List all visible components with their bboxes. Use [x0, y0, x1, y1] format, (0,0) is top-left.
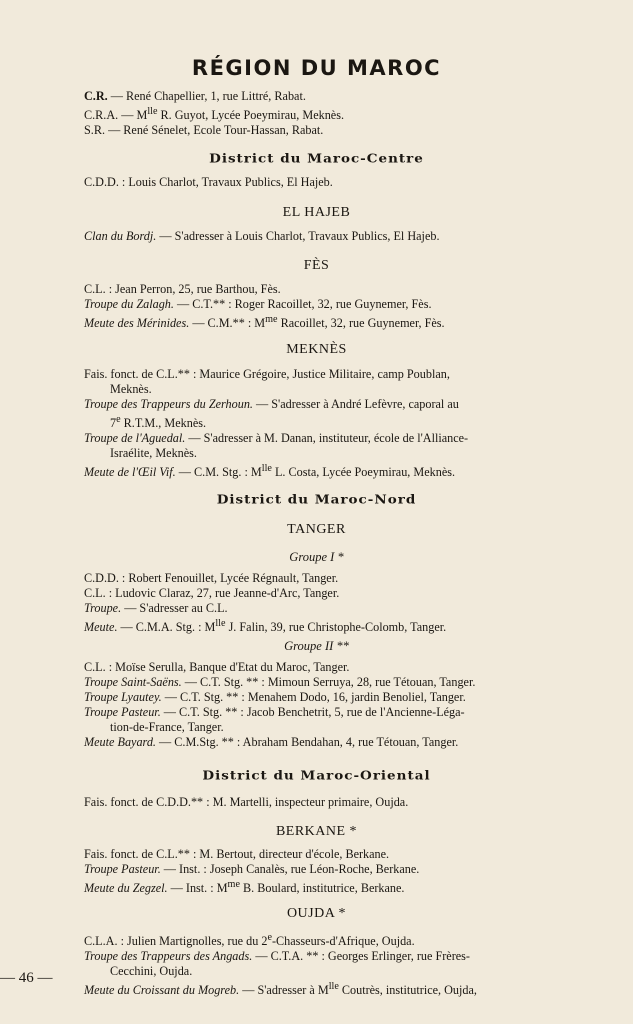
entry-text: — C.M.Stg. ** : Abraham Bendahan, 4, rue Tétouan, Tanger. [155, 735, 459, 749]
entry-line: Fais. fonct. de C.D.D.** : M. Martelli, inspecteur primaire, Oujda. [84, 795, 409, 809]
entry-text: — S'adresser au C.L. [121, 601, 228, 615]
entry-line: Fais. fonct. de C.L.** : M. Bertout, directeur d'école, Berkane. [84, 847, 390, 861]
district-heading-nord: District du Maroc-Nord [216, 492, 417, 508]
staff-key: S.R. [84, 123, 106, 138]
unit-name: Troupe. [84, 601, 122, 615]
group-heading-1: Groupe I * [289, 550, 344, 564]
city-heading-el-hajeb: EL HAJEB [282, 205, 351, 220]
entry-line [84, 862, 584, 877]
staff-key: C.R.A. [84, 108, 119, 123]
entry-line [84, 690, 584, 705]
group-heading-2: Groupe II ** [284, 639, 349, 653]
staff-line [84, 89, 584, 104]
unit-name: Clan du Bordj. [84, 229, 157, 243]
staff-key: C.R. [84, 89, 108, 103]
entry-text: — C.T.** : Roger Racoillet, 32, rue Guynemer, Fès. [173, 297, 432, 311]
unit-name: Troupe des Trappeurs du Zerhoun. [84, 397, 253, 411]
entry-line [84, 675, 584, 690]
district-heading-oriental: District du Maroc-Oriental [202, 768, 431, 784]
entry-line [84, 461, 584, 480]
entry-text: — Inst. : $M^{me}$ B. Boulard, institutrice, Berkane. [167, 879, 405, 896]
entry-line [84, 616, 584, 635]
entry-line [84, 431, 584, 446]
entry-continuation: tion-de-France, Tanger. [110, 720, 224, 734]
entry-text: — C.T. Stg. ** : Jacob Benchetrit, 5, rue de l'Ancienne-Léga- [160, 705, 465, 719]
unit-name: Troupe Lyautey. [84, 690, 162, 704]
entry-line [84, 397, 584, 412]
staff-text: — René Chapellier, 1, rue Littré, Rabat. [107, 89, 306, 103]
entry-text: — C.M. Stg. : $M^{lle}$ L. Costa, Lycée Poeymirau, Meknès. [175, 463, 456, 480]
staff-text: — René Sénelet, Ecole Tour-Hassan, Rabat. [105, 123, 324, 138]
page-number: — 46 — [0, 970, 53, 986]
unit-name: Meute. [84, 620, 118, 635]
staff-line [84, 123, 584, 138]
entry-text: — S'adresser à M. Danan, instituteur, école de l'Alliance- [185, 431, 469, 446]
entry-line: C.D.D. : Louis Charlot, Travaux Publics, El Hajeb. [84, 175, 333, 189]
entry-text: — Inst. : Joseph Canalès, rue Léon-Roche, Berkane. [160, 862, 420, 876]
entry-line [84, 949, 584, 964]
unit-name: Meute du Zegzel. [84, 881, 168, 896]
regional-staff [84, 89, 584, 138]
unit-name: Meute de l'Œil Vif. [84, 465, 176, 480]
staff-text: — $M^{lle}$ R. Guyot, Lycée Poeymirau, Meknès. [118, 106, 344, 123]
city-heading-tanger: TANGER [287, 522, 346, 537]
entry-continuation: 7e R.T.M., Meknès. [110, 414, 207, 431]
entry-line [84, 735, 584, 750]
staff-line [84, 104, 584, 123]
unit-name: Meute des Mérinides. [84, 316, 190, 331]
unit-name: Troupe Pasteur. [84, 862, 161, 876]
unit-name: Meute Bayard. [84, 735, 156, 749]
entry-line [84, 229, 584, 244]
page-title: RÉGION DU MAROC [191, 56, 442, 80]
entry-line [84, 297, 584, 312]
unit-name: Troupe des Trappeurs des Angads. [84, 949, 253, 964]
entry-text: — S'adresser à Louis Charlot, Travaux Publics, El Hajeb. [156, 229, 440, 243]
unit-name: Troupe de l'Aguedal. [84, 431, 186, 446]
unit-name: Troupe du Zalagh. [84, 297, 174, 311]
city-heading-oujda: OUJDA * [286, 906, 347, 921]
entry-text: — S'adresser à $M^{lle}$ Coutrès, institutrice, Oujda, [239, 981, 477, 998]
entry-text: — C.T. Stg. ** : Mimoun Serruya, 28, rue Tétouan, Tanger. [181, 675, 476, 689]
entry-text: — C.M.** : $M^{me}$ Racoillet, 32, rue Guynemer, Fès. [189, 314, 445, 331]
entry-line: C.D.D. : Robert Fenouillet, Lycée Régnault, Tanger. [84, 571, 339, 585]
entry-continuation: Cecchini, Oujda. [110, 964, 193, 979]
entry-line [84, 312, 584, 331]
city-heading-meknes: MEKNÈS [286, 342, 347, 357]
unit-name: Troupe Saint-Saëns. [84, 675, 182, 689]
city-heading-fes: FÈS [303, 258, 330, 273]
entry-line: C.L.A. : Julien Martignolles, rue du 2e-Chasseurs-d'Afrique, Oujda. [84, 932, 415, 949]
district-heading-centre: District du Maroc-Centre [209, 151, 424, 167]
entry-continuation: Meknès. [110, 382, 152, 396]
entry-line: C.L. : Jean Perron, 25, rue Barthou, Fès. [84, 282, 281, 296]
city-heading-berkane: BERKANE * [275, 824, 358, 839]
entry-text: — C.M.A. Stg. : $M^{lle}$ J. Falin, 39, rue Christophe-Colomb, Tanger. [117, 618, 447, 635]
entry-text: — C.T. Stg. ** : Menahem Dodo, 16, jardin Benoliel, Tanger. [161, 690, 466, 704]
entry-text: — S'adresser à André Lefèvre, caporal au [252, 397, 459, 411]
entry-line [84, 601, 584, 616]
entry-line: C.L. : Moïse Serulla, Banque d'Etat du Maroc, Tanger. [84, 660, 350, 674]
entry-text: — C.T.A. ** : Georges Erlinger, rue Frères- [252, 949, 470, 964]
unit-name: Troupe Pasteur. [84, 705, 161, 719]
entry-line [84, 979, 584, 998]
entry-line: C.L. : Ludovic Claraz, 27, rue Jeanne-d'Arc, Tanger. [84, 586, 340, 600]
entry-line [84, 877, 584, 896]
entry-line [84, 705, 584, 720]
entry-continuation: Israélite, Meknès. [110, 446, 197, 461]
entry-line: Fais. fonct. de C.L.** : Maurice Grégoire, Justice Militaire, camp Poublan, [84, 367, 450, 381]
unit-name: Meute du Croissant du Mogreb. [84, 983, 240, 998]
